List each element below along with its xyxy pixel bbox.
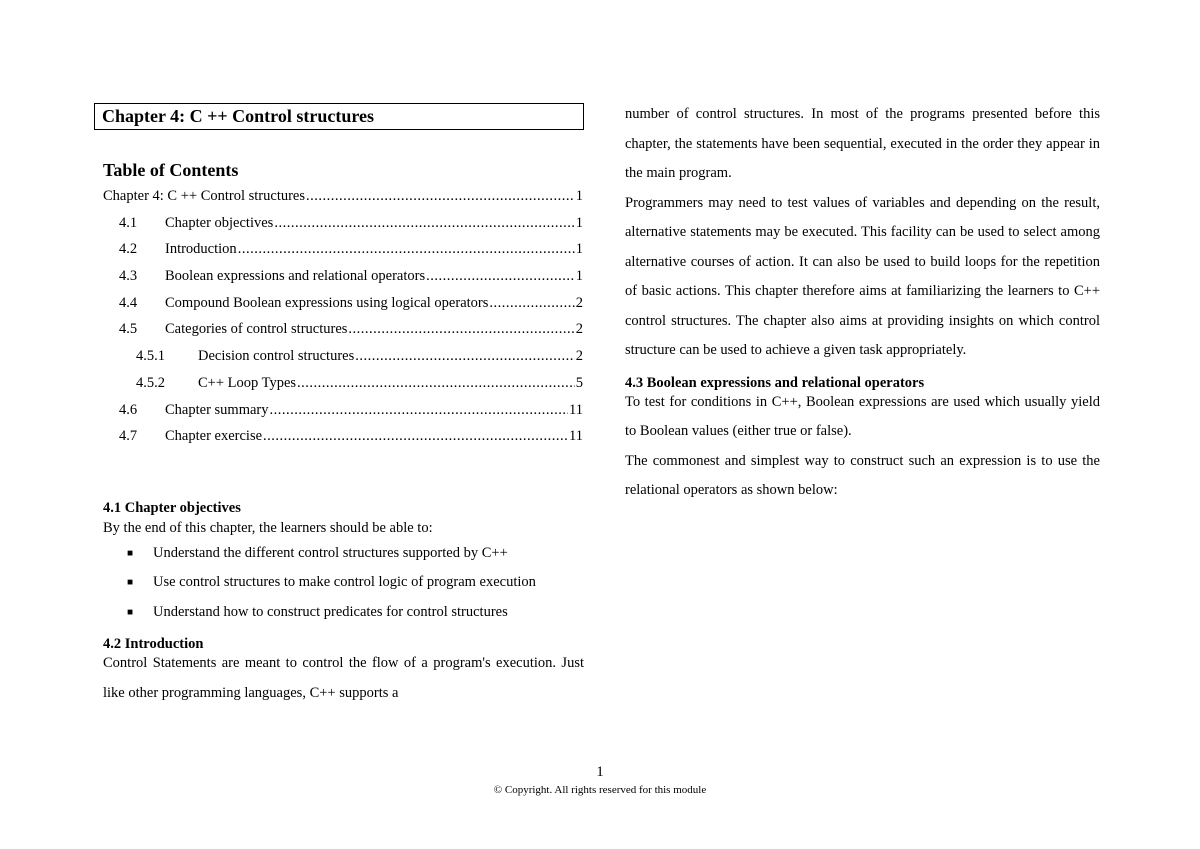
toc-entry-number: 4.5.2 (136, 374, 165, 391)
toc-entry-label: Chapter exercise (165, 428, 263, 445)
toc-entry-page: 2 (575, 294, 583, 311)
toc-leader (355, 343, 575, 370)
toc-entry[interactable] (103, 316, 583, 343)
copyright-notice: © Copyright. All rights reserved for this module (493, 784, 707, 796)
toc-leader (348, 316, 574, 343)
bullet-icon: ■ (127, 547, 134, 559)
boolean-text-1: To test for conditions in C++, Boolean expressions are used which usually yield to Boolean values (either true or false). (625, 393, 1100, 439)
toc-entry-number: 4.1 (119, 214, 138, 231)
toc-entry-page: 1 (575, 188, 583, 204)
toc-entry-number: 4.4 (119, 294, 138, 311)
toc-entry[interactable] (103, 397, 583, 424)
section-heading-introduction: 4.2 Introduction (103, 636, 204, 653)
toc-entry-page: 1 (575, 241, 583, 258)
right-column (625, 100, 1100, 506)
toc-entry-page: 1 (575, 214, 583, 231)
toc-entry-number: 4.5.1 (136, 348, 165, 365)
objectives-intro: By the end of this chapter, the learners should be able to: (103, 519, 433, 536)
bullet-icon: ■ (127, 606, 134, 618)
objectives-list (94, 539, 584, 628)
toc-entry-label: C++ Loop Types (198, 374, 297, 391)
left-column (94, 100, 584, 708)
toc-entry-label: Decision control structures (198, 348, 355, 365)
toc-entry-number: 4.3 (119, 268, 138, 285)
toc-entry[interactable] (103, 343, 583, 370)
toc-entry-page: 11 (569, 401, 583, 418)
toc-entry-label: Introduction (165, 241, 237, 258)
toc-title: Table of Contents (103, 160, 239, 180)
boolean-text-2: The commonest and simplest way to construct such an expression is to use the relational operators as shown below: (625, 452, 1100, 498)
toc-leader (306, 183, 575, 210)
chapter-title: Chapter 4: C ++ Control structures (94, 103, 584, 130)
toc-entry-page: 2 (575, 348, 583, 365)
section-heading-boolean: 4.3 Boolean expressions and relational operators (625, 374, 925, 391)
toc-leader (297, 370, 575, 397)
page-number: 1 (596, 764, 604, 780)
bullet-icon: ■ (127, 577, 134, 589)
toc-entry-label: Chapter 4: C ++ Control structures (103, 188, 306, 204)
toc-entry-label: Boolean expressions and relational operators (165, 268, 426, 285)
toc-entry[interactable] (103, 236, 583, 263)
toc-entry-label: Categories of control structures (165, 321, 348, 338)
toc-entry-number: 4.2 (119, 241, 138, 258)
toc-leader (270, 397, 569, 424)
introduction-text-continued: number of control structures. In most of the programs presented before this chapter, the statements have been sequential, executed in the order they appear in the main program. (625, 106, 1100, 181)
toc-entry-label: Chapter objectives (165, 214, 274, 231)
toc-entry[interactable] (103, 423, 583, 450)
table-of-contents (103, 183, 583, 450)
toc-entry-label: Compound Boolean expressions using logical operators (165, 294, 489, 311)
toc-entry[interactable] (103, 263, 583, 290)
toc-entry-label: Chapter summary (165, 401, 269, 418)
toc-entry[interactable] (103, 370, 583, 397)
toc-leader (238, 236, 575, 263)
toc-entry-number: 4.5 (119, 321, 138, 338)
toc-leader (263, 423, 568, 450)
toc-entry-page: 5 (575, 374, 583, 391)
list-item: ■ Understand the different control structures supported by C++ (103, 539, 584, 569)
toc-entry[interactable] (103, 210, 583, 237)
toc-leader (489, 290, 574, 317)
introduction-text-paragraph: Programmers may need to test values of variables and depending on the result, alternative statements may be executed. This facility can be used to select among alternative courses of action. It can also be used to build loops for the repetition of basic actions. This chapter therefore aims at familiarizing the learners to C++ control structures. The chapter also aims at providing insights on which control structure can be used to achieve a given task appropriately. (625, 194, 1100, 358)
toc-entry-number: 4.7 (119, 428, 138, 445)
toc-entry-number: 4.6 (119, 401, 138, 418)
section-heading-objectives: 4.1 Chapter objectives (103, 499, 241, 516)
toc-leader (274, 210, 574, 237)
toc-entry[interactable] (103, 290, 583, 317)
toc-entry[interactable] (103, 183, 583, 210)
introduction-text: Control Statements are meant to control the flow of a program's execution. Just like other programming languages, C++ supports a (103, 655, 584, 701)
toc-entry-page: 1 (575, 268, 583, 285)
toc-leader (426, 263, 575, 290)
toc-entry-page: 2 (575, 321, 583, 338)
list-item: ■ Use control structures to make control logic of program execution (103, 568, 584, 598)
toc-entry-page: 11 (569, 428, 583, 445)
list-item: ■ Understand how to construct predicates for control structures (103, 598, 584, 628)
